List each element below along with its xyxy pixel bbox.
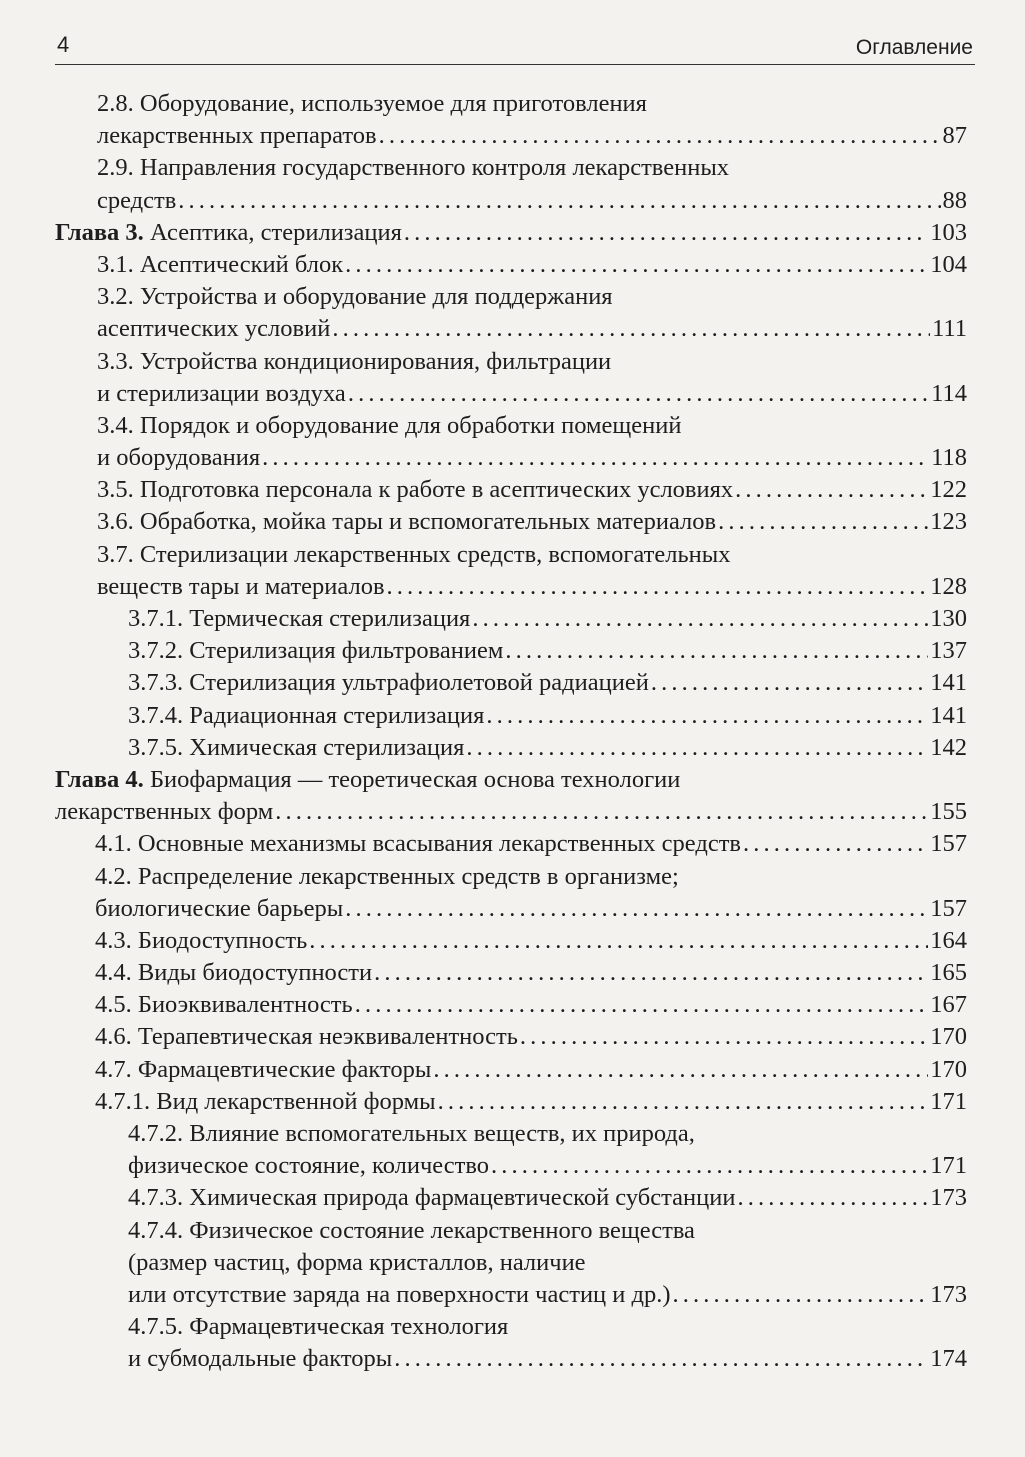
toc-entry — [55, 925, 967, 957]
dot-leader — [345, 249, 928, 281]
dot-leader — [262, 442, 929, 474]
toc-entry-text: 3.3. Устройства кондиционирования, фильтрации — [97, 347, 612, 375]
toc-entry-title — [97, 152, 729, 184]
toc-page-number: 171 — [930, 1087, 967, 1115]
dot-leader — [348, 378, 929, 410]
toc-entry-text: лекарственных форм — [55, 798, 274, 826]
dot-leader — [404, 217, 928, 249]
toc-entry — [55, 1021, 967, 1053]
toc-entry-text: средств — [97, 186, 177, 214]
toc-page-number: 137 — [930, 637, 967, 665]
toc-entry-text: асептических условий — [97, 315, 331, 343]
toc-entry-title — [97, 185, 176, 217]
toc-entry-text: 4.7. Фармацевтические факторы — [95, 1055, 432, 1083]
toc-entry-title — [97, 346, 611, 378]
toc-entry-title — [97, 474, 733, 506]
toc-entry — [55, 442, 967, 474]
toc-page-number: 141 — [930, 669, 967, 697]
toc-entry-title — [97, 506, 716, 538]
toc-page-number: 123 — [930, 508, 967, 536]
toc-entry — [55, 828, 967, 860]
toc-entry — [55, 603, 967, 635]
toc-entry — [55, 217, 967, 249]
toc-page-number: 170 — [930, 1055, 967, 1083]
toc-entry-text: 4.3. Биодоступность — [95, 926, 308, 954]
dot-leader — [743, 828, 928, 860]
toc-entry-title — [128, 1279, 671, 1311]
table-of-contents — [55, 88, 967, 1376]
toc-entry-title — [128, 1247, 586, 1279]
page-header — [55, 28, 975, 65]
dot-leader — [735, 474, 928, 506]
toc-entry-text: 4.7.2. Влияние вспомогательных веществ, их природа, — [128, 1120, 695, 1147]
chapter-label: Глава 3. — [55, 218, 144, 246]
toc-entry-text: и субмодальные факторы — [128, 1345, 393, 1373]
toc-entry — [55, 88, 967, 120]
toc-entry-text: 3.7. Стерилизации лекарственных средств, вспомогательных — [97, 540, 731, 568]
toc-page-number: 128 — [930, 572, 967, 600]
toc-entry — [55, 700, 967, 732]
toc-page-number: 174 — [930, 1345, 967, 1373]
running-title: Оглавление — [855, 36, 973, 59]
toc-entry — [55, 152, 967, 184]
toc-entry — [55, 764, 967, 796]
toc-page-number: 118 — [931, 444, 967, 472]
toc-entry-title — [97, 281, 613, 313]
toc-entry-title — [95, 828, 741, 860]
toc-entry — [55, 571, 967, 603]
toc-entry — [55, 893, 967, 925]
toc-entry — [55, 1343, 967, 1375]
toc-entry-text: 4.6. Терапевтическая неэквивалентность — [95, 1023, 518, 1051]
toc-entry-title — [128, 635, 503, 667]
toc-entry — [55, 378, 967, 410]
toc-entry-text: 3.7.5. Химическая стерилизация — [128, 733, 465, 761]
toc-entry — [55, 506, 967, 538]
toc-entry-text: и оборудования — [97, 444, 261, 472]
toc-entry — [55, 1311, 967, 1343]
toc-entry-text: 3.7.3. Стерилизация ультрафиолетовой радиацией — [128, 669, 649, 697]
toc-entry-title — [97, 539, 730, 571]
toc-entry — [55, 185, 967, 217]
toc-page-number: 142 — [930, 733, 967, 761]
toc-entry-title — [55, 217, 402, 249]
toc-entry-text: 4.4. Виды биодоступности — [95, 959, 373, 987]
toc-entry-title — [128, 1311, 508, 1343]
toc-entry — [55, 957, 967, 989]
toc-entry-title — [95, 989, 353, 1021]
toc-entry — [55, 120, 967, 152]
toc-entry-text: 4.7.1. Вид лекарственной формы — [95, 1087, 436, 1115]
toc-entry-title — [55, 796, 273, 828]
dot-leader — [275, 796, 928, 828]
toc-page-number: 104 — [930, 250, 967, 278]
toc-entry-text: и стерилизации воздуха — [97, 379, 346, 407]
toc-entry-title — [97, 571, 385, 603]
toc-entry-title — [97, 442, 260, 474]
toc-entry-text: 4.1. Основные механизмы всасывания лекарственных средств — [95, 830, 741, 858]
toc-entry-title — [95, 1086, 436, 1118]
toc-page-number: 114 — [931, 379, 967, 407]
toc-entry-text: 4.7.5. Фармацевтическая технология — [128, 1313, 509, 1341]
toc-page-number: 171 — [930, 1152, 967, 1180]
toc-entry-title — [128, 603, 470, 635]
toc-entry-text: 4.5. Биоэквивалентность — [95, 991, 353, 1019]
dot-leader — [309, 925, 928, 957]
toc-entry-title — [95, 1054, 431, 1086]
toc-entry-title — [128, 1182, 735, 1214]
toc-entry-text: 3.7.4. Радиационная стерилизация — [128, 701, 485, 729]
toc-entry — [55, 1279, 967, 1311]
toc-entry-title — [128, 732, 464, 764]
toc-entry — [55, 539, 967, 571]
toc-entry-title — [55, 764, 680, 796]
dot-leader — [332, 313, 930, 345]
toc-entry — [55, 281, 967, 313]
toc-entry-title — [128, 1215, 695, 1247]
toc-entry-text: (размер частиц, форма кристаллов, наличие — [128, 1248, 586, 1276]
toc-page-number: 87 — [942, 122, 967, 150]
toc-page-number: 173 — [930, 1280, 967, 1308]
toc-entry — [55, 1118, 967, 1150]
toc-entry — [55, 410, 967, 442]
dot-leader — [355, 989, 929, 1021]
toc-entry-title — [128, 1150, 489, 1182]
toc-entry-title — [97, 410, 681, 442]
toc-entry-text: физическое состояние, количество — [128, 1152, 490, 1180]
toc-entry-text: 2.8. Оборудование, используемое для приготовления — [97, 90, 647, 117]
dot-leader — [718, 506, 928, 538]
toc-entry-title — [95, 925, 307, 957]
dot-leader — [466, 732, 928, 764]
toc-page-number: 164 — [930, 926, 967, 954]
toc-entry — [55, 635, 967, 667]
toc-entry-text: 4.7.3. Химическая природа фармацевтической субстанции — [128, 1184, 736, 1212]
dot-leader — [394, 1343, 928, 1375]
toc-entry-text: Биофармация — теоретическая основа технологии — [143, 765, 681, 793]
dot-leader — [387, 571, 929, 603]
toc-entry — [55, 1086, 967, 1118]
toc-entry — [55, 796, 967, 828]
toc-entry-title — [128, 1343, 392, 1375]
toc-entry-text: 3.5. Подготовка персонала к работе в асептических условиях — [97, 476, 734, 504]
dot-leader — [345, 893, 928, 925]
toc-entry — [55, 861, 967, 893]
toc-entry-title — [95, 957, 372, 989]
toc-page-number: 130 — [930, 605, 967, 632]
toc-entry-text: 3.6. Обработка, мойка тары и вспомогательных материалов — [97, 508, 717, 536]
toc-entry — [55, 1247, 967, 1279]
dot-leader — [505, 635, 928, 667]
dot-leader — [374, 957, 928, 989]
toc-entry-text: 4.2. Распределение лекарственных средств в организме; — [95, 862, 679, 890]
toc-page-number: 170 — [930, 1023, 967, 1051]
chapter-label: Глава 4. — [55, 765, 144, 793]
toc-entry — [55, 313, 967, 345]
toc-entry-title — [95, 1021, 518, 1053]
toc-page-number: 167 — [930, 991, 967, 1019]
toc-page-number: 111 — [932, 315, 967, 343]
toc-entry-title — [97, 378, 346, 410]
toc-entry — [55, 249, 967, 281]
dot-leader — [520, 1021, 928, 1053]
dot-leader — [673, 1279, 929, 1311]
dot-leader — [737, 1182, 928, 1214]
toc-entry-text: лекарственных препаратов — [97, 122, 377, 150]
dot-leader — [472, 603, 928, 635]
toc-entry-title — [97, 88, 647, 120]
dot-leader — [491, 1150, 928, 1182]
toc-page-number: 141 — [930, 701, 967, 729]
toc-page-number: 173 — [930, 1184, 967, 1212]
toc-entry — [55, 1215, 967, 1247]
dot-leader — [438, 1086, 929, 1118]
toc-page-number: 157 — [930, 894, 967, 922]
toc-page-number: 155 — [930, 798, 967, 826]
toc-entry-text: 2.9. Направления государственного контроля лекарственных — [97, 154, 730, 182]
toc-entry — [55, 474, 967, 506]
toc-entry — [55, 1054, 967, 1086]
dot-leader — [379, 120, 941, 152]
toc-entry — [55, 732, 967, 764]
toc-entry-title — [128, 1118, 695, 1150]
toc-entry-text: 3.7.1. Термическая стерилизация — [128, 605, 471, 632]
toc-entry — [55, 989, 967, 1021]
toc-entry-title — [128, 700, 484, 732]
toc-entry — [55, 1182, 967, 1214]
toc-entry-title — [95, 861, 679, 893]
toc-entry — [55, 667, 967, 699]
toc-entry-text: 3.1. Асептический блок — [97, 250, 344, 278]
toc-page-number: 157 — [930, 830, 967, 858]
toc-entry-text: 3.7.2. Стерилизация фильтрованием — [128, 637, 504, 665]
toc-page-number: 103 — [930, 218, 967, 246]
toc-entry — [55, 346, 967, 378]
toc-entry-title — [97, 249, 343, 281]
toc-entry-title — [97, 313, 330, 345]
toc-entry-text: 3.2. Устройства и оборудование для поддержания — [97, 283, 613, 311]
toc-entry-title — [128, 667, 649, 699]
toc-entry-text: или отсутствие заряда на поверхности частиц и др.) — [128, 1280, 671, 1308]
dot-leader — [178, 185, 940, 217]
toc-entry-text: Асептика, стерилизация — [143, 218, 402, 246]
toc-entry-text: 4.7.4. Физическое состояние лекарственного вещества — [128, 1216, 695, 1244]
dot-leader — [486, 700, 928, 732]
toc-entry — [55, 1150, 967, 1182]
toc-entry-text: 3.4. Порядок и оборудование для обработки помещений — [97, 411, 682, 439]
toc-page-number: 165 — [930, 959, 967, 987]
toc-entry-text: биологические барьеры — [95, 894, 344, 922]
toc-page-number: 88 — [942, 186, 967, 214]
toc-entry-title — [95, 893, 343, 925]
dot-leader — [651, 667, 928, 699]
dot-leader — [433, 1054, 928, 1086]
toc-page-number: 122 — [930, 476, 967, 504]
toc-entry-title — [97, 120, 377, 152]
page-number: 4 — [57, 32, 70, 57]
toc-entry-text: веществ тары и материалов — [97, 572, 385, 600]
